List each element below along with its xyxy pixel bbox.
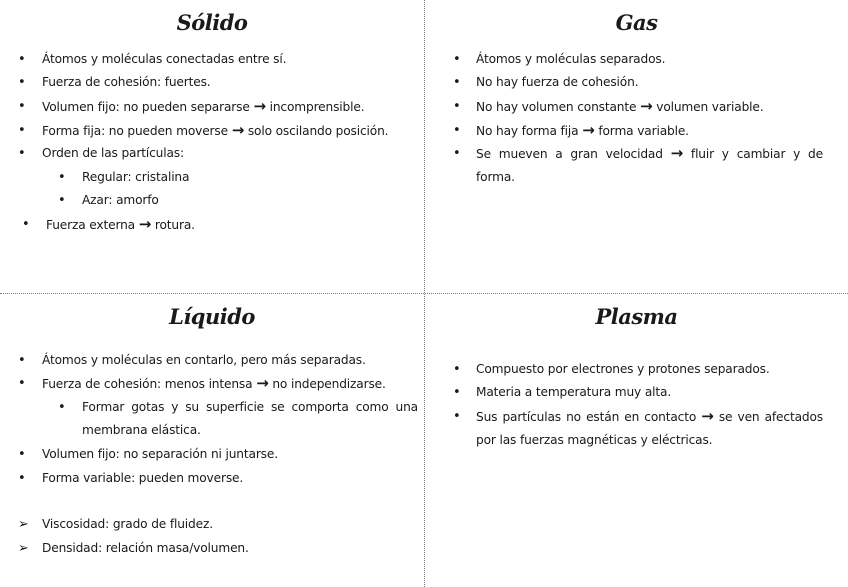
bullet-icon: • (18, 471, 26, 486)
bullet-icon: • (18, 447, 26, 462)
list-item: • Forma fija: no pueden moverse → solo oscilando posición. (18, 119, 388, 143)
bullet-icon: • (22, 217, 30, 232)
list-item: • Se mueven a gran velocidad → fluir y cambiar y de forma. (453, 144, 823, 184)
bullet-icon: • (18, 123, 26, 138)
arrow-right-icon: → (701, 407, 714, 425)
arrow-right-icon: → (231, 121, 245, 139)
gas-section (425, 0, 848, 293)
bullet-icon: • (58, 170, 66, 185)
list-item: • Azar: amorfo (58, 189, 159, 212)
bullet-icon: • (453, 409, 461, 424)
bullet-icon: • (453, 52, 461, 67)
arrow-right-icon: → (256, 374, 269, 392)
arrowhead-bullet-icon: ➢ (18, 541, 29, 556)
solid-section (0, 0, 424, 293)
bullet-icon: • (453, 123, 461, 138)
list-item: • Átomos y moléculas conectadas entre sí. (18, 48, 286, 71)
arrow-right-icon: → (253, 97, 266, 115)
bullet-icon: • (18, 353, 26, 368)
list-item: • Sus partículas no están en contacto → se ven afectados por las fuerzas magnéticas y eléctricas. (453, 407, 823, 447)
list-item: • Regular: cristalina (58, 166, 189, 189)
liquid-section (0, 294, 424, 587)
list-item: • Fuerza de cohesión: fuertes. (18, 71, 211, 94)
bullet-icon: • (453, 99, 461, 114)
bullet-icon: • (58, 400, 66, 415)
list-item: • Orden de las partículas: (18, 142, 184, 165)
list-item: • Volumen fijo: no separación ni juntarse. (18, 443, 278, 466)
list-item: • No hay fuerza de cohesión. (453, 71, 638, 94)
bullet-icon: • (453, 385, 461, 400)
bullet-icon: • (18, 146, 26, 161)
bullet-icon: • (453, 362, 461, 377)
list-item: • Formar gotas y su superficie se comporta como una membrana elástica. (58, 396, 418, 442)
liquid-title: Líquido (169, 304, 255, 329)
arrow-right-icon: → (582, 121, 595, 139)
plasma-section (425, 294, 848, 587)
list-item: • Volumen fijo: no pueden separarse → incomprensible. (18, 95, 364, 119)
list-item: • Átomos y moléculas separados. (453, 48, 665, 71)
arrowhead-bullet-icon: ➢ (18, 517, 29, 532)
arrow-right-icon: → (138, 215, 152, 233)
bullet-icon: • (18, 52, 26, 67)
list-item: ➢ Viscosidad: grado de fluidez. (18, 513, 213, 536)
solid-title: Sólido (176, 10, 248, 35)
list-item: ➢ Densidad: relación masa/volumen. (18, 537, 249, 560)
bullet-icon: • (453, 75, 461, 90)
arrow-right-icon: → (640, 97, 653, 115)
list-item: • Fuerza de cohesión: menos intensa → no independizarse. (18, 372, 386, 396)
arrow-right-icon: → (670, 144, 684, 162)
list-item: • Materia a temperatura muy alta. (453, 381, 671, 404)
bullet-icon: • (453, 146, 461, 161)
list-item: • No hay volumen constante → volumen variable. (453, 95, 764, 119)
bullet-icon: • (18, 376, 26, 391)
gas-title: Gas (615, 10, 658, 35)
list-item: • Átomos y moléculas en contarlo, pero más separadas. (18, 349, 366, 372)
list-item: • Fuerza externa → rotura. (22, 213, 195, 237)
bullet-icon: • (18, 75, 26, 90)
bullet-icon: • (18, 99, 26, 114)
list-item: • No hay forma fija → forma variable. (453, 119, 689, 143)
list-item: • Forma variable: pueden moverse. (18, 467, 243, 490)
list-item: • Compuesto por electrones y protones separados. (453, 358, 770, 381)
plasma-title: Plasma (595, 304, 678, 329)
bullet-icon: • (58, 193, 66, 208)
